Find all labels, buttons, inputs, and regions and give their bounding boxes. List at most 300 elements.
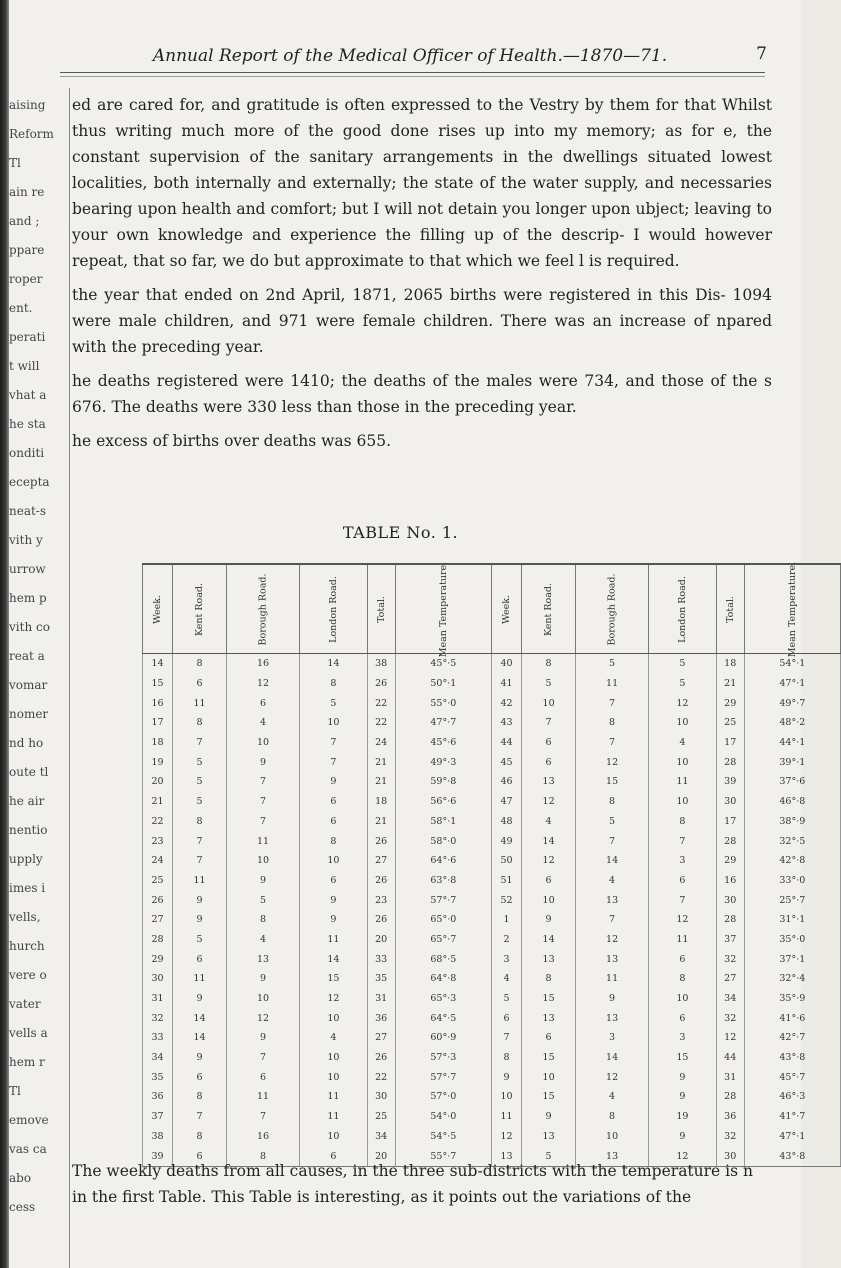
table-cell: 6 xyxy=(492,1008,522,1028)
weekly-deaths-table xyxy=(142,563,841,1167)
table-cell: 20 xyxy=(367,1146,395,1166)
table-cell: 30 xyxy=(367,1087,395,1107)
table-row xyxy=(143,1048,841,1068)
table-cell: 17 xyxy=(143,713,173,733)
table-cell: 11 xyxy=(576,674,649,694)
table-cell: 4 xyxy=(227,930,300,950)
table-cell: 14 xyxy=(173,1028,227,1048)
table-cell: 10 xyxy=(300,1067,368,1087)
table-cell: 37°·6 xyxy=(744,772,840,792)
table-cell: 6 xyxy=(522,1028,576,1048)
column-header-label: London Road. xyxy=(327,575,339,643)
table-cell: 28 xyxy=(143,930,173,950)
column-header-label: Borough Road. xyxy=(257,573,269,645)
table-cell: 5 xyxy=(492,989,522,1009)
margin-fragment: cess xyxy=(9,1200,36,1214)
table-row xyxy=(143,969,841,989)
table-body xyxy=(143,654,841,1167)
column-header-label: Total. xyxy=(724,595,736,623)
table-cell: 57°·7 xyxy=(395,890,491,910)
table-cell: 4 xyxy=(576,1087,649,1107)
column-header-label: Week. xyxy=(152,594,164,624)
table-cell: 15 xyxy=(576,772,649,792)
table-title: TABLE No. 1. xyxy=(342,523,459,542)
table-cell: 6 xyxy=(227,1067,300,1087)
table-cell: 31 xyxy=(143,989,173,1009)
table-cell: 23 xyxy=(143,831,173,851)
table-cell: 5 xyxy=(173,930,227,950)
table-cell: 5 xyxy=(649,674,717,694)
column-header-label: Borough Road. xyxy=(606,573,618,645)
table-cell: 12 xyxy=(300,989,368,1009)
table-cell: 33 xyxy=(367,949,395,969)
table-cell: 5 xyxy=(173,772,227,792)
table-cell: 16 xyxy=(227,654,300,674)
table-cell: 7 xyxy=(576,733,649,753)
margin-fragment: reat a xyxy=(9,649,45,663)
table-cell: 14 xyxy=(173,1008,227,1028)
table-cell: 13 xyxy=(576,949,649,969)
table-cell: 11 xyxy=(300,1087,368,1107)
table-cell: 13 xyxy=(227,949,300,969)
table-cell: 10 xyxy=(227,851,300,871)
margin-fragment: vere o xyxy=(9,968,47,982)
table-cell: 36 xyxy=(716,1107,744,1127)
table-cell: 10 xyxy=(300,1048,368,1068)
table-cell: 4 xyxy=(492,969,522,989)
table-cell: 12 xyxy=(576,1067,649,1087)
table-cell: 50 xyxy=(492,851,522,871)
table-cell: 12 xyxy=(522,851,576,871)
column-header-label: Week. xyxy=(501,594,513,624)
table-cell: 6 xyxy=(649,1008,717,1028)
table-cell: 7 xyxy=(522,713,576,733)
table-cell: 10 xyxy=(300,851,368,871)
table-cell: 64°·8 xyxy=(395,969,491,989)
table-cell: 56°·6 xyxy=(395,792,491,812)
table-cell: 3 xyxy=(492,949,522,969)
table-cell: 43 xyxy=(492,713,522,733)
table-cell: 7 xyxy=(300,752,368,772)
table-cell: 54°·5 xyxy=(395,1127,491,1147)
margin-fragment: he sta xyxy=(9,417,46,431)
table-cell: 15 xyxy=(143,674,173,694)
table-cell: 65°·7 xyxy=(395,930,491,950)
table-cell: 35 xyxy=(367,969,395,989)
table-cell: 57°·3 xyxy=(395,1048,491,1068)
table-cell: 47°·1 xyxy=(744,1127,840,1147)
column-header-label: Kent Road. xyxy=(543,582,555,636)
table-row xyxy=(143,1067,841,1087)
table-cell: 26 xyxy=(367,871,395,891)
table-cell: 5 xyxy=(173,752,227,772)
table-cell: 7 xyxy=(227,812,300,832)
table-cell: 22 xyxy=(367,693,395,713)
table-cell: 54°·1 xyxy=(744,654,840,674)
table-cell: 10 xyxy=(522,890,576,910)
table-cell: 32 xyxy=(716,1127,744,1147)
table-cell: 12 xyxy=(649,693,717,713)
table-cell: 10 xyxy=(649,989,717,1009)
table-cell: 21 xyxy=(367,752,395,772)
table-cell: 12 xyxy=(522,792,576,812)
facing-page-margin xyxy=(9,88,70,1268)
table-cell: 47°·7 xyxy=(395,713,491,733)
table-cell: 35°·0 xyxy=(744,930,840,950)
column-header xyxy=(173,564,227,654)
table-cell: 8 xyxy=(649,969,717,989)
margin-fragment: vomar xyxy=(9,678,48,692)
table-cell: 5 xyxy=(576,812,649,832)
table-cell: 28 xyxy=(716,1087,744,1107)
table-cell: 17 xyxy=(716,733,744,753)
table-cell: 26 xyxy=(367,831,395,851)
table-cell: 12 xyxy=(649,910,717,930)
margin-fragment: vells, xyxy=(9,910,41,924)
table-cell: 58°·0 xyxy=(395,831,491,851)
table-cell: 42 xyxy=(492,693,522,713)
table-cell: 34 xyxy=(367,1127,395,1147)
table-cell: 7 xyxy=(649,831,717,851)
table-cell: 27 xyxy=(367,851,395,871)
table-row xyxy=(143,713,841,733)
table-cell: 6 xyxy=(300,871,368,891)
table-cell: 7 xyxy=(227,772,300,792)
table-cell: 10 xyxy=(227,733,300,753)
table-cell: 60°·9 xyxy=(395,1028,491,1048)
table-cell: 30 xyxy=(716,1146,744,1166)
header-rule xyxy=(60,72,765,73)
table-cell: 8 xyxy=(227,910,300,930)
table-cell: 38°·9 xyxy=(744,812,840,832)
margin-fragment: abo xyxy=(9,1171,32,1185)
table-cell: 6 xyxy=(300,1146,368,1166)
table-cell: 9 xyxy=(649,1127,717,1147)
table-cell: 57°·7 xyxy=(395,1067,491,1087)
table-cell: 8 xyxy=(173,654,227,674)
table-cell: 17 xyxy=(716,812,744,832)
column-header xyxy=(716,564,744,654)
table-cell: 12 xyxy=(649,1146,717,1166)
table-row xyxy=(143,1127,841,1147)
table-cell: 7 xyxy=(576,693,649,713)
table-cell: 8 xyxy=(173,1087,227,1107)
table-cell: 14 xyxy=(576,1048,649,1068)
table-cell: 41°·7 xyxy=(744,1107,840,1127)
table-cell: 9 xyxy=(227,1028,300,1048)
table-cell: 11 xyxy=(227,831,300,851)
table-cell: 6 xyxy=(300,792,368,812)
table-row xyxy=(143,910,841,930)
table-cell: 35°·9 xyxy=(744,989,840,1009)
table-cell: 9 xyxy=(492,1067,522,1087)
table-cell: 64°·5 xyxy=(395,1008,491,1028)
table-row xyxy=(143,693,841,713)
table-cell: 21 xyxy=(367,812,395,832)
table-cell: 55°·7 xyxy=(395,1146,491,1166)
table-cell: 7 xyxy=(173,733,227,753)
table-cell: 13 xyxy=(492,1146,522,1166)
column-header xyxy=(300,564,368,654)
table-cell: 9 xyxy=(173,910,227,930)
table-cell: 31 xyxy=(367,989,395,1009)
table-row xyxy=(143,812,841,832)
table-cell: 50°·1 xyxy=(395,674,491,694)
table-cell: 15 xyxy=(522,989,576,1009)
table-row xyxy=(143,930,841,950)
table-cell: 63°·8 xyxy=(395,871,491,891)
table-cell: 41 xyxy=(492,674,522,694)
table-cell: 32°·5 xyxy=(744,831,840,851)
table-cell: 14 xyxy=(300,949,368,969)
table-cell: 9 xyxy=(522,910,576,930)
column-header xyxy=(522,564,576,654)
margin-fragment: vas ca xyxy=(9,1142,47,1156)
table-cell: 6 xyxy=(300,812,368,832)
table-cell: 37°·1 xyxy=(744,949,840,969)
table-cell: 29 xyxy=(716,851,744,871)
table-cell: 24 xyxy=(367,733,395,753)
column-header xyxy=(227,564,300,654)
table-cell: 57°·0 xyxy=(395,1087,491,1107)
table-cell: 36 xyxy=(367,1008,395,1028)
table-header-row xyxy=(143,564,841,654)
table-cell: 4 xyxy=(227,713,300,733)
column-header-label: London Road. xyxy=(676,575,688,643)
table-cell: 46°·8 xyxy=(744,792,840,812)
table-cell: 10 xyxy=(300,1008,368,1028)
table-cell: 26 xyxy=(143,890,173,910)
table-cell: 40 xyxy=(492,654,522,674)
margin-fragment: Tl xyxy=(9,1084,21,1098)
table-cell: 45°·6 xyxy=(395,733,491,753)
table-cell: 3 xyxy=(649,1028,717,1048)
column-header-label: Total. xyxy=(375,595,387,623)
table-cell: 9 xyxy=(227,752,300,772)
table-cell: 12 xyxy=(716,1028,744,1048)
table-cell: 26 xyxy=(367,1048,395,1068)
table-cell: 11 xyxy=(173,693,227,713)
table-cell: 13 xyxy=(576,1146,649,1166)
table-cell: 43°·8 xyxy=(744,1048,840,1068)
margin-fragment: nentio xyxy=(9,823,48,837)
column-header-label: Mean Temperature. xyxy=(437,561,449,657)
table-cell: 44 xyxy=(716,1048,744,1068)
table-cell: 23 xyxy=(367,890,395,910)
table-cell: 8 xyxy=(227,1146,300,1166)
table-cell: 32°·4 xyxy=(744,969,840,989)
table-cell: 39°·1 xyxy=(744,752,840,772)
table-cell: 30 xyxy=(716,792,744,812)
table-cell: 59°·8 xyxy=(395,772,491,792)
table-cell: 8 xyxy=(576,792,649,812)
table-cell: 5 xyxy=(649,654,717,674)
margin-fragment: hem r xyxy=(9,1055,45,1069)
margin-fragment: vater xyxy=(9,997,41,1011)
paragraph-3: he deaths registered were 1410; the deaths of the males were 734, and those of the s 676. The deaths were 330 less than those in the preceding year. xyxy=(72,372,772,416)
table-cell: 38 xyxy=(143,1127,173,1147)
table-cell: 65°·0 xyxy=(395,910,491,930)
table-cell: 13 xyxy=(522,772,576,792)
margin-fragment: perati xyxy=(9,330,46,344)
margin-fragment: ecepta xyxy=(9,475,50,489)
table-row xyxy=(143,989,841,1009)
table-cell: 14 xyxy=(300,654,368,674)
column-header xyxy=(649,564,717,654)
table-row xyxy=(143,871,841,891)
table-cell: 19 xyxy=(143,752,173,772)
table-cell: 49°·7 xyxy=(744,693,840,713)
table-cell: 29 xyxy=(716,693,744,713)
table-cell: 22 xyxy=(367,1067,395,1087)
table-cell: 7 xyxy=(173,851,227,871)
table-cell: 37 xyxy=(716,930,744,950)
margin-fragment: and ; xyxy=(9,214,40,228)
margin-fragment: nd ho xyxy=(9,736,44,750)
table-cell: 4 xyxy=(649,733,717,753)
table-cell: 42°·8 xyxy=(744,851,840,871)
table-cell: 22 xyxy=(367,713,395,733)
table-cell: 10 xyxy=(649,713,717,733)
table-cell: 29 xyxy=(143,949,173,969)
table-cell: 25°·7 xyxy=(744,890,840,910)
table-cell: 33 xyxy=(143,1028,173,1048)
table-cell: 6 xyxy=(173,1146,227,1166)
table-cell: 14 xyxy=(576,851,649,871)
table-cell: 15 xyxy=(522,1048,576,1068)
table-row xyxy=(143,752,841,772)
table-cell: 36 xyxy=(143,1087,173,1107)
table-cell: 6 xyxy=(522,752,576,772)
table-cell: 27 xyxy=(367,1028,395,1048)
table-cell: 6 xyxy=(649,949,717,969)
table-cell: 22 xyxy=(143,812,173,832)
margin-fragment: ent. xyxy=(9,301,33,315)
table-cell: 11 xyxy=(492,1107,522,1127)
table-cell: 15 xyxy=(649,1048,717,1068)
table-cell: 5 xyxy=(300,693,368,713)
table-cell: 34 xyxy=(143,1048,173,1068)
table-cell: 31 xyxy=(716,1067,744,1087)
column-header xyxy=(576,564,649,654)
table-cell: 8 xyxy=(522,969,576,989)
table-row xyxy=(143,831,841,851)
table-cell: 3 xyxy=(576,1028,649,1048)
table-cell: 10 xyxy=(522,693,576,713)
table-cell: 30 xyxy=(143,969,173,989)
table-cell: 8 xyxy=(522,654,576,674)
margin-fragment: emove xyxy=(9,1113,49,1127)
table-cell: 11 xyxy=(300,930,368,950)
table-cell: 2 xyxy=(492,930,522,950)
margin-fragment: he air xyxy=(9,794,45,808)
paragraph-2: the year that ended on 2nd April, 1871, 2065 births were registered in this Dis- 1094 were male children, and 971 were female children. There was an increase of npared with the preceding year. xyxy=(72,286,772,356)
table-cell: 9 xyxy=(300,910,368,930)
table-cell: 12 xyxy=(576,752,649,772)
table-cell: 1 xyxy=(492,910,522,930)
table-cell: 9 xyxy=(227,871,300,891)
table-cell: 7 xyxy=(649,890,717,910)
margin-fragment: aising xyxy=(9,98,46,112)
table-row xyxy=(143,1087,841,1107)
table-cell: 12 xyxy=(227,1008,300,1028)
table-cell: 5 xyxy=(173,792,227,812)
margin-fragment: t will xyxy=(9,359,40,373)
table-cell: 27 xyxy=(143,910,173,930)
table-cell: 10 xyxy=(227,989,300,1009)
table-cell: 25 xyxy=(143,871,173,891)
margin-fragment: onditi xyxy=(9,446,45,460)
table-cell: 9 xyxy=(227,969,300,989)
table-cell: 12 xyxy=(576,930,649,950)
table-cell: 18 xyxy=(143,733,173,753)
table-cell: 11 xyxy=(173,871,227,891)
column-header xyxy=(367,564,395,654)
table-cell: 31°·1 xyxy=(744,910,840,930)
table-cell: 16 xyxy=(227,1127,300,1147)
table-cell: 8 xyxy=(173,1127,227,1147)
margin-fragment: vells a xyxy=(9,1026,48,1040)
table-cell: 8 xyxy=(576,1107,649,1127)
table-cell: 14 xyxy=(522,930,576,950)
column-header xyxy=(492,564,522,654)
table-cell: 21 xyxy=(143,792,173,812)
table-cell: 16 xyxy=(716,871,744,891)
margin-fragment: upply xyxy=(9,852,43,866)
table-cell: 10 xyxy=(649,752,717,772)
table-cell: 44 xyxy=(492,733,522,753)
table-cell: 8 xyxy=(649,812,717,832)
table-cell: 5 xyxy=(522,1146,576,1166)
table-cell: 41°·6 xyxy=(744,1008,840,1028)
table-cell: 5 xyxy=(576,654,649,674)
margin-fragment: hem p xyxy=(9,591,47,605)
table-cell: 20 xyxy=(367,930,395,950)
margin-fragment: ppare xyxy=(9,243,45,257)
table-cell: 38 xyxy=(367,654,395,674)
table-cell: 47 xyxy=(492,792,522,812)
table-cell: 8 xyxy=(173,713,227,733)
table-cell: 47°·1 xyxy=(744,674,840,694)
margin-fragment: vith y xyxy=(9,533,43,547)
table-cell: 7 xyxy=(492,1028,522,1048)
table-cell: 64°·6 xyxy=(395,851,491,871)
table-cell: 32 xyxy=(143,1008,173,1028)
table-cell: 45°·7 xyxy=(744,1067,840,1087)
table-row xyxy=(143,949,841,969)
table-cell: 39 xyxy=(143,1146,173,1166)
table-cell: 10 xyxy=(300,1127,368,1147)
table-cell: 44°·1 xyxy=(744,733,840,753)
table-cell: 6 xyxy=(173,1067,227,1087)
column-header xyxy=(143,564,173,654)
column-header xyxy=(744,561,840,657)
table-cell: 13 xyxy=(522,949,576,969)
table-cell: 4 xyxy=(522,812,576,832)
paragraph-1: ed are cared for, and gratitude is often expressed to the Vestry by them for that Whilst thus writing much more of the good done rises up into my memory; as for e, the constant supervision of the sanitary arrangements in the dwellings situated lowest localities, both internally and externally; the state of the water supply, and necessaries bearing upon health and comfort; but I will not detain you longer upon ubject; leaving to your own knowledge and experience the filling up of the descrip- I would however repeat, that so far, we do but approximate to that which we feel l is required. xyxy=(72,96,772,270)
table-cell: 11 xyxy=(173,969,227,989)
table-cell: 6 xyxy=(522,733,576,753)
table-cell: 5 xyxy=(522,674,576,694)
table-cell: 51 xyxy=(492,871,522,891)
table-cell: 48 xyxy=(492,812,522,832)
table-cell: 14 xyxy=(143,654,173,674)
table-row xyxy=(143,733,841,753)
table-cell: 49 xyxy=(492,831,522,851)
margin-fragment: ain re xyxy=(9,185,45,199)
table-cell: 6 xyxy=(522,871,576,891)
table-cell: 9 xyxy=(522,1107,576,1127)
